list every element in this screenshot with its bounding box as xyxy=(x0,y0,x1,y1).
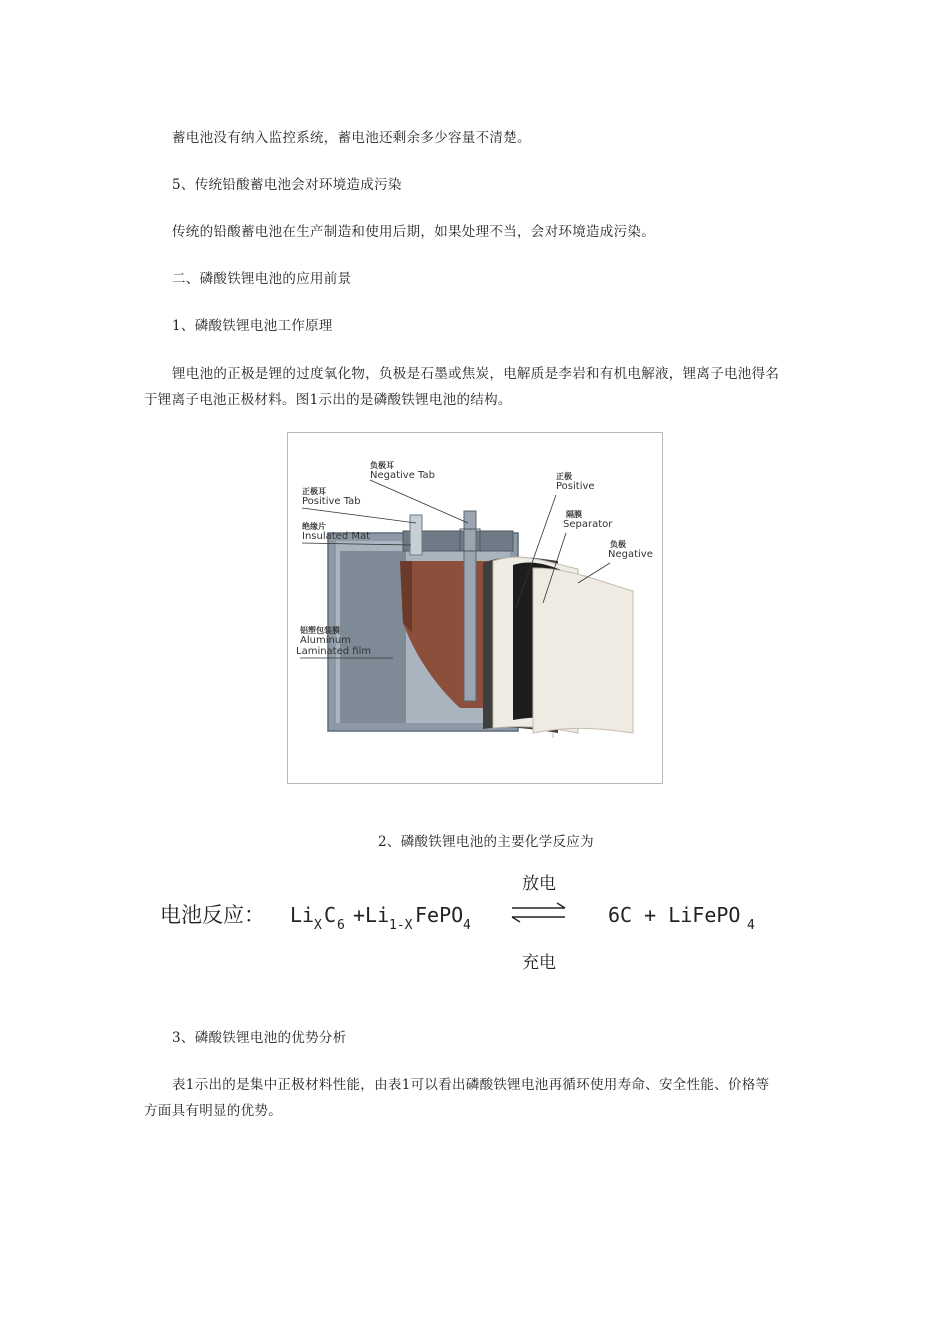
charge-label: 充电 xyxy=(522,953,556,973)
heading-2-reaction: 2、磷酸铁锂电池的主要化学反应为 xyxy=(378,834,594,850)
positive-tab-label-cn: 正极耳 xyxy=(302,487,326,496)
equation-label: 电池反应： xyxy=(160,903,265,927)
positive-tab-shape xyxy=(410,515,422,555)
positive-tab-label-en: Positive Tab xyxy=(302,496,361,507)
reversible-arrow-icon xyxy=(512,903,565,922)
paragraph-principle-line2: 于锂离子电池正极材料。图1示出的是磷酸铁锂电池的结构。 xyxy=(144,392,512,408)
discharge-label: 放电 xyxy=(522,874,556,894)
reactant-fepo: FePO xyxy=(415,903,464,927)
outer-sheet xyxy=(533,568,633,733)
reactant-li2-sub: 1-X xyxy=(389,918,413,933)
reactant-li-sub: X xyxy=(314,918,322,933)
separator-label-cn: 隔膜 xyxy=(566,510,582,519)
paragraph-1: 蓄电池没有纳入监控系统，蓄电池还剩余多少容量不清楚。 xyxy=(172,130,531,146)
product: 6C + LiFePO xyxy=(608,903,741,927)
negative-tab-shape xyxy=(464,511,476,701)
negative-label-cn: 负极 xyxy=(610,540,626,549)
heading-5-pollution: 5、传统铅酸蓄电池会对环境造成污染 xyxy=(172,177,402,193)
reactant-li: Li xyxy=(290,903,315,927)
aluminum-label-cn: 铝塑包装膜 xyxy=(300,626,340,635)
separator-label-en: Separator xyxy=(563,519,613,530)
heading-3-advantages: 3、磷酸铁锂电池的优势分析 xyxy=(172,1030,347,1046)
negative-label-en: Negative xyxy=(608,549,653,560)
heading-1-principle: 1、磷酸铁锂电池工作原理 xyxy=(172,318,333,334)
reactant-c: C xyxy=(324,903,337,927)
chemical-equation xyxy=(160,870,800,980)
negative-tab-label-en: Negative Tab xyxy=(370,470,435,481)
battery-structure-figure xyxy=(287,432,663,784)
paragraph-pollution: 传统的铅酸蓄电池在生产制造和使用后期，如果处理不当，会对环境造成污染。 xyxy=(172,224,655,240)
paragraph-principle-line1: 锂电池的正极是锂的过度氧化物，负极是石墨或焦炭，电解质是李岩和有机电解液，锂离子电池得名 xyxy=(172,366,780,382)
reactant-fepo-sub: 4 xyxy=(463,918,471,933)
section-heading-2: 二、磷酸铁锂电池的应用前景 xyxy=(172,271,352,287)
aluminum-label-en1: Aluminum xyxy=(300,635,351,646)
product-sub: 4 xyxy=(747,918,755,933)
paragraph-advantages-line2: 方面具有明显的优势。 xyxy=(144,1103,282,1119)
negative-tab-label-cn: 负极耳 xyxy=(370,461,394,470)
positive-label-cn: 正极 xyxy=(556,472,572,481)
reactant-li2: +Li xyxy=(353,903,390,927)
paragraph-advantages-line1: 表1示出的是集中正极材料性能，由表1可以看出磷酸铁锂电池再循环使用寿命、安全性能、价格等 xyxy=(172,1077,770,1093)
battery-structure-diagram xyxy=(288,433,662,783)
insulated-mat-label-cn: 绝缘片 xyxy=(302,522,326,531)
reactant-c-sub: 6 xyxy=(337,918,345,933)
insulated-mat-label-en: Insulated Mat xyxy=(302,531,371,542)
positive-label-en: Positive xyxy=(556,481,595,492)
aluminum-label-en2: Laminated film xyxy=(296,646,372,657)
